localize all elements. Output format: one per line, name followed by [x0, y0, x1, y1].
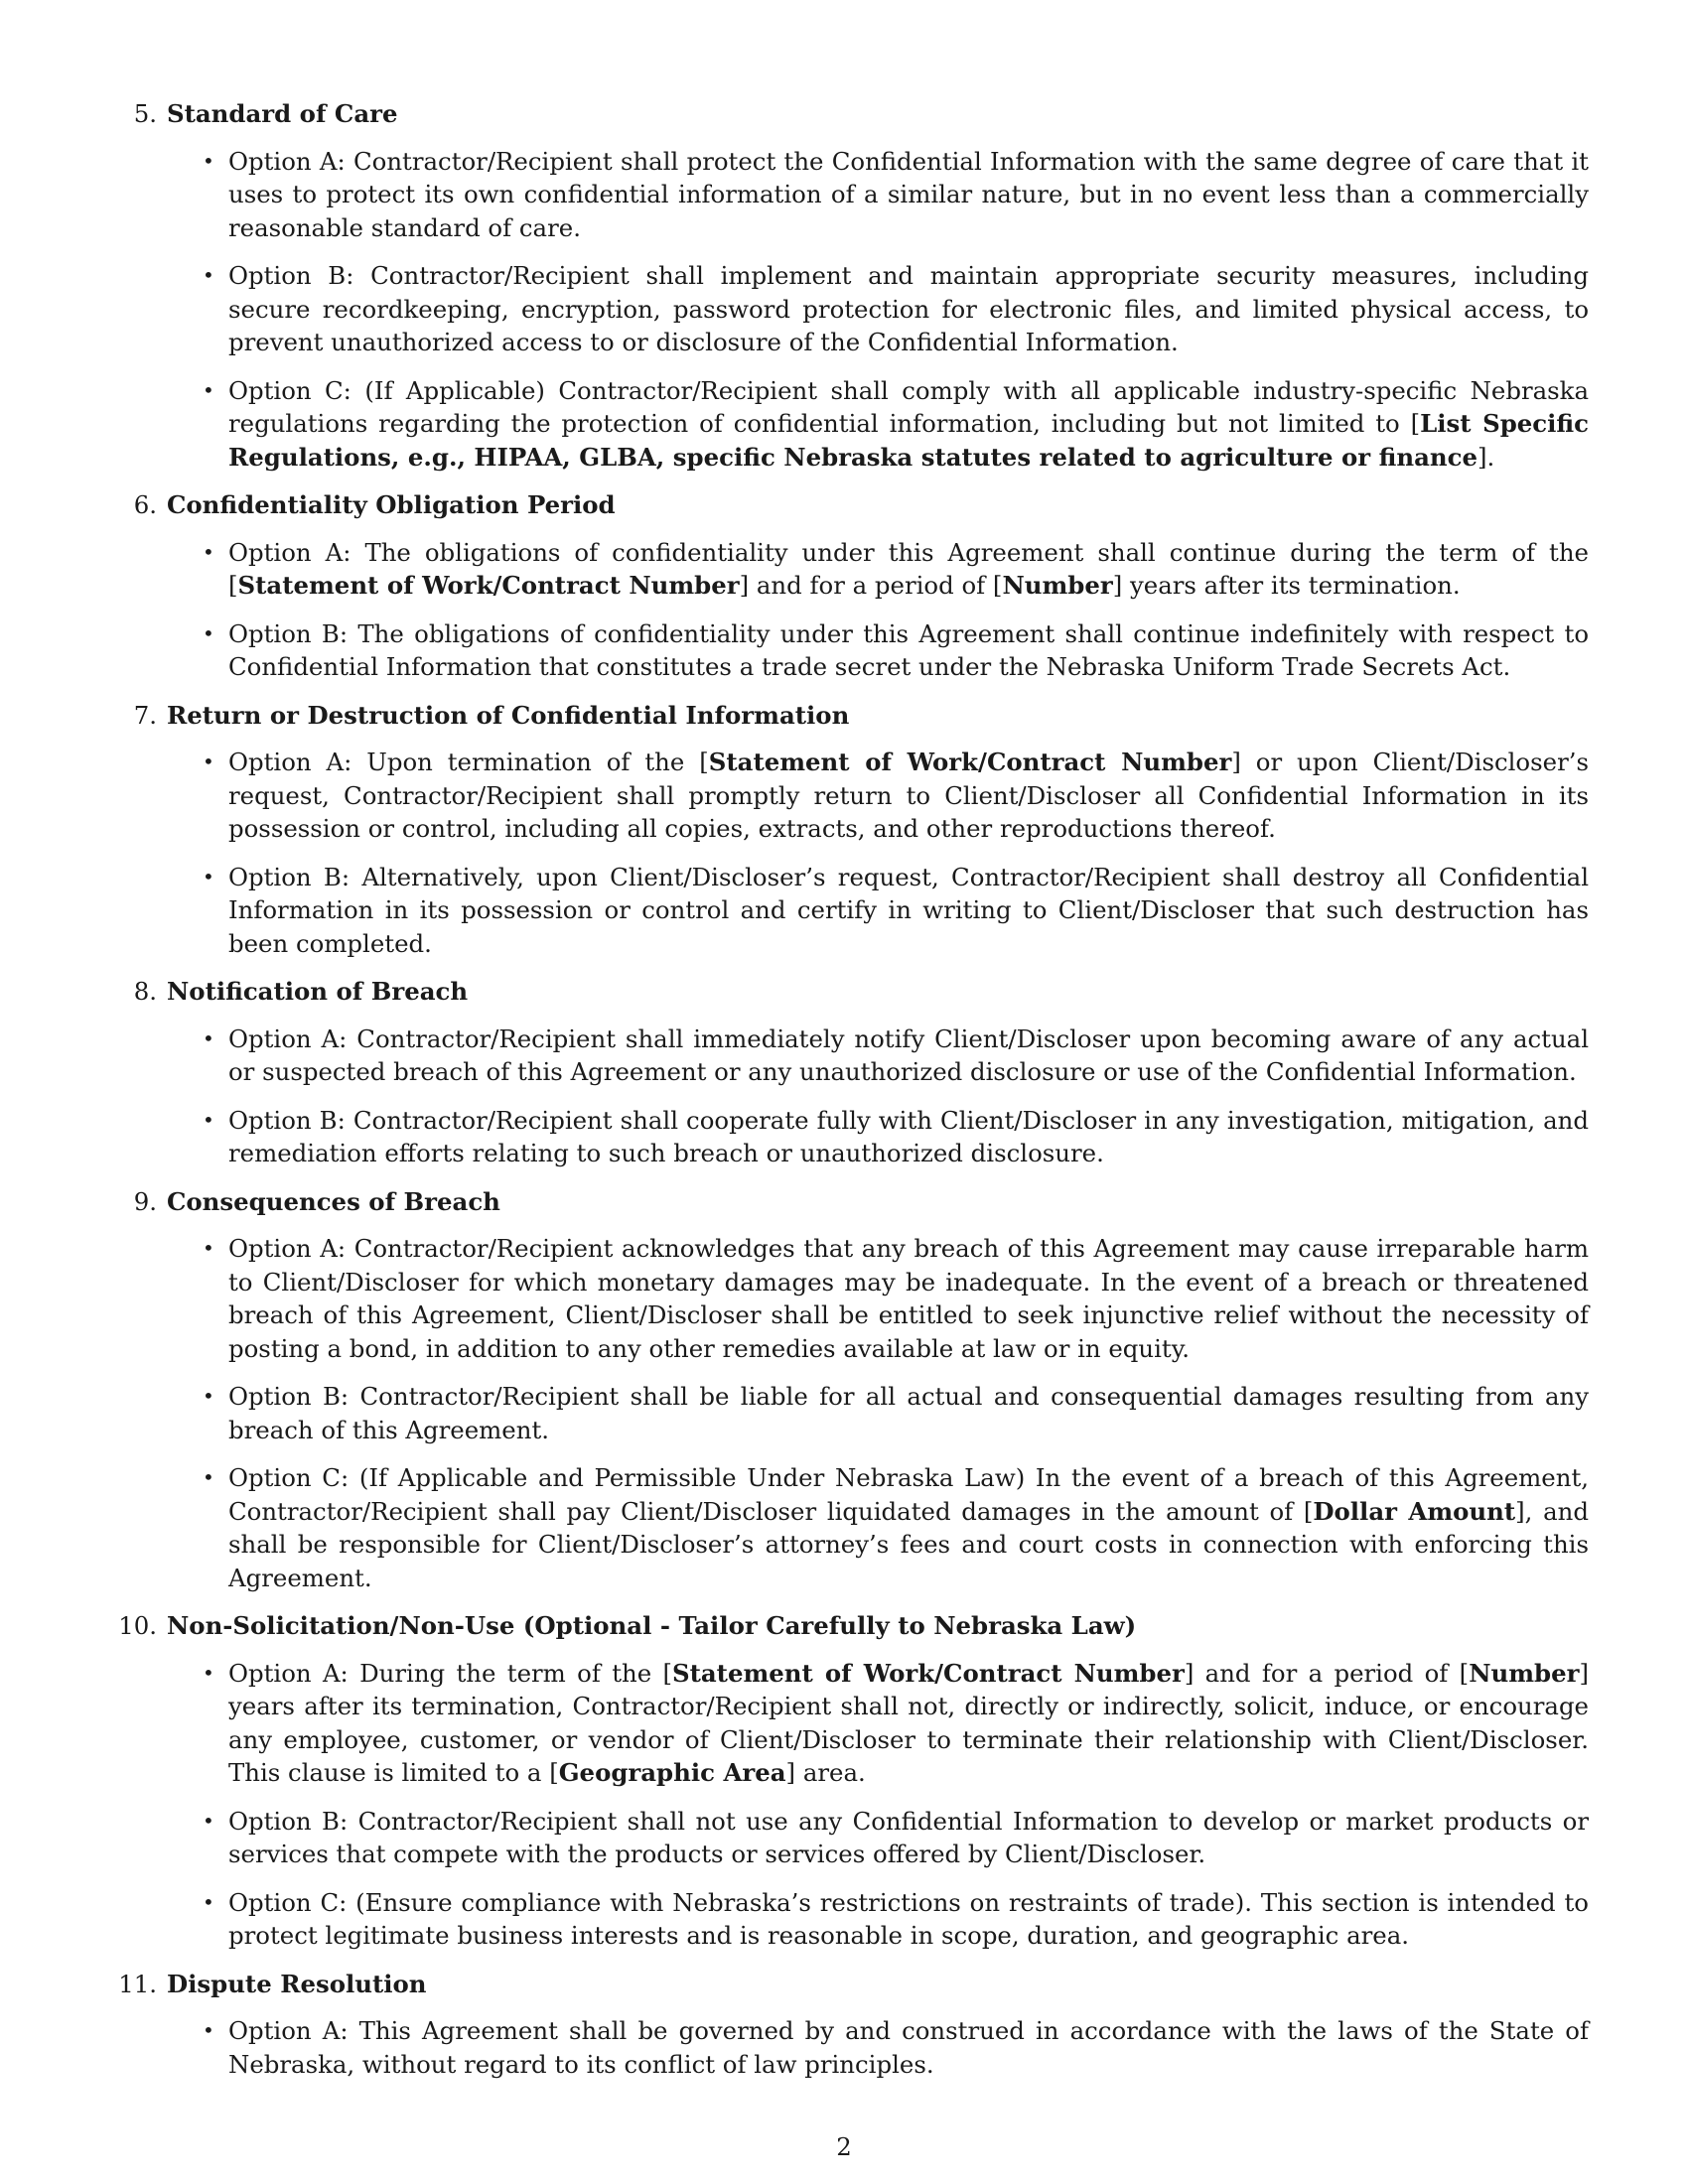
bullet-icon: • [203, 2018, 214, 2042]
option-item [203, 1805, 1589, 1871]
option-list [167, 1657, 1589, 1953]
bullet-icon: • [203, 377, 214, 402]
placeholder-text: Number [1469, 1658, 1580, 1688]
option-text: Option C: (Ensure compliance with Nebraska’s restrictions on restraints of trade). This section is intended to protect legitimate business interests and is reasonable in scope, duration, and geographic area. [228, 1887, 1589, 1950]
page-number: 2 [836, 2132, 852, 2161]
option-text: ] or upon Client/Discloser’s request, Contractor/Recipient shall promptly return to Client/Discloser all Confidential Information in its possession or control, including all copies, extracts, and other reproductions thereof. [228, 748, 1589, 843]
option-text: Option B: The obligations of confidentiality under this Agreement shall continue indefinitely with respect to Confidential Information that constitutes a trade secret under the Nebraska Uniform Trade Secrets Act. [228, 618, 1589, 681]
option-item [203, 2014, 1589, 2081]
bullet-icon: • [203, 263, 214, 287]
option-text: Option A: Contractor/Recipient shall protect the Confidential Information with the same degree of care that it uses to protect its own confidential information of a similar nature, but in no event less than a commercially reasonable standard of care. [228, 146, 1589, 242]
bullet-icon: • [203, 620, 214, 645]
option-text: Option B: Contractor/Recipient shall implement and maintain appropriate security measures, including secure recordkeeping, encryption, password protection for electronic files, and limited physical access, to prevent unauthorized access to or disclosure of the Confidential Information. [228, 261, 1589, 356]
option-text: ] and for a period of [ [739, 571, 1003, 600]
option-text: Option A: The obligations of confidentiality under this Agreement shall continue during the term of the [ [228, 537, 1589, 600]
section-title: Confidentiality Obligation Period [167, 490, 616, 519]
section-number: 5. [133, 99, 157, 128]
section [118, 1968, 1589, 2082]
section-number: 8. [133, 977, 157, 1006]
bullet-icon: • [203, 864, 214, 888]
bullet-icon: • [203, 539, 214, 564]
option-text: Option B: Alternatively, upon Client/Discloser’s request, Contractor/Recipient shall destroy all Confidential Information in its possession or control and certify in writing to Client/Discloser that such destruction has been completed. [228, 862, 1589, 958]
section-number: 6. [133, 490, 157, 519]
bullet-icon: • [203, 1107, 214, 1132]
option-text: ] and for a period of [ [1184, 1658, 1470, 1688]
bullet-icon: • [203, 1384, 214, 1408]
section-title: Non-Solicitation/Non-Use (Optional - Tailor Carefully to Nebraska Law) [167, 1611, 1137, 1640]
section-heading [133, 1185, 1589, 1219]
option-item [203, 374, 1590, 475]
option-item [203, 1104, 1589, 1170]
option-text: Option A: Contractor/Recipient shall immediately notify Client/Discloser upon becoming aware of any actual or suspected breach of this Agreement or any unauthorized disclosure or use of the Confidential Information. [228, 1024, 1589, 1086]
placeholder-text: Geographic Area [558, 1758, 786, 1787]
bullet-icon: • [203, 1889, 214, 1914]
option-item [203, 617, 1589, 684]
section-heading [133, 97, 1589, 131]
section-heading [133, 975, 1589, 1009]
bullet-icon: • [203, 1660, 214, 1685]
option-list [167, 746, 1589, 960]
option-item [203, 1886, 1589, 1953]
section-number: 7. [133, 700, 157, 730]
section-heading [118, 1609, 1589, 1643]
section [118, 1609, 1589, 1953]
option-text: Option B: Contractor/Recipient shall cooperate fully with Client/Discloser in any investigation, mitigation, and remediation efforts relating to such breach or unauthorized disclosure. [228, 1105, 1589, 1167]
option-text: Option A: During the term of the [ [228, 1658, 672, 1688]
section-number: 9. [133, 1186, 157, 1216]
section [133, 488, 1589, 684]
bullet-icon: • [203, 750, 214, 773]
option-list [167, 536, 1589, 684]
option-text: Option C: (If Applicable and Permissible Under Nebraska Law) In the event of a breach of this Agreement, Contractor/Recipient shall pay Client/Discloser liquidated damages in the amount of [ [228, 1463, 1589, 1526]
option-text: ]. [1477, 442, 1495, 472]
section-title: Standard of Care [167, 99, 398, 128]
option-item [203, 145, 1589, 245]
option-text: Option B: Contractor/Recipient shall be liable for all actual and consequential damages resulting from any breach of this Agreement. [228, 1382, 1589, 1444]
section [133, 97, 1590, 474]
option-item [203, 1461, 1589, 1594]
section-title: Return or Destruction of Confidential Information [167, 700, 850, 730]
placeholder-text: Number [1002, 571, 1113, 600]
placeholder-text: Dollar Amount [1313, 1496, 1516, 1526]
section-title: Dispute Resolution [167, 1969, 427, 1998]
document-body [118, 97, 1590, 2096]
option-item [203, 1657, 1589, 1790]
placeholder-text: List Specific Regulations, e.g., HIPAA, GLBA, specific Nebraska statutes related to agriculture or finance [228, 409, 1590, 472]
section-heading [133, 699, 1589, 733]
option-item [203, 536, 1589, 603]
section-number: 11. [118, 1969, 157, 1998]
section-title: Consequences of Breach [167, 1186, 500, 1216]
option-text: Option B: Contractor/Recipient shall not use any Confidential Information to develop or market products or services that compete with the products or services offered by Client/Discloser. [228, 1806, 1589, 1868]
bullet-icon: • [203, 1025, 214, 1050]
option-text: ] years after its termination, Contractor/Recipient shall not, directly or indirectly, solicit, induce, or encourage any employee, customer, or vendor of Client/Discloser to terminate their relationship with Client/Discloser. This clause is limited to a [ [228, 1658, 1589, 1787]
bullet-icon: • [203, 148, 214, 173]
placeholder-text: Statement of Work/Contract Number [672, 1658, 1185, 1688]
option-text: ], and shall be responsible for Client/Discloser’s attorney’s fees and court costs in connection with enforcing this Agreement. [228, 1496, 1589, 1592]
option-list [167, 1023, 1589, 1170]
section [133, 699, 1589, 961]
bullet-icon: • [203, 1808, 214, 1833]
option-item [203, 861, 1589, 961]
section-heading [133, 488, 1589, 522]
option-text: ] years after its termination. [1112, 571, 1461, 600]
option-list [167, 145, 1589, 475]
section [133, 975, 1589, 1170]
option-list [167, 2014, 1589, 2081]
option-item [203, 259, 1589, 359]
option-item [203, 1232, 1589, 1365]
section-title: Notification of Breach [167, 977, 469, 1006]
bullet-icon: • [203, 1236, 214, 1260]
option-item [203, 1023, 1589, 1089]
option-text: Option A: This Agreement shall be governed by and construed in accordance with the laws of the State of Nebraska, without regard to its conflict of law principles. [228, 2016, 1589, 2079]
section-number: 10. [118, 1611, 157, 1640]
option-text: ] area. [785, 1758, 866, 1787]
option-item [203, 746, 1589, 846]
option-text: Option A: Upon termination of the [ [228, 748, 709, 776]
placeholder-text: Statement of Work/Contract Number [237, 571, 740, 600]
bullet-icon: • [203, 1465, 214, 1489]
placeholder-text: Statement of Work/Contract Number [708, 748, 1232, 776]
option-text: Option C: (If Applicable) Contractor/Recipient shall comply with all applicable industry-specific Nebraska regulations regarding the protection of confidential information, including but not limited to [ [228, 375, 1589, 438]
section [133, 1185, 1589, 1595]
option-item [203, 1380, 1589, 1446]
option-list [167, 1232, 1589, 1594]
section-heading [118, 1968, 1589, 2001]
option-text: Option A: Contractor/Recipient acknowledges that any breach of this Agreement may cause irreparable harm to Client/Discloser for which monetary damages may be inadequate. In the event of a breach or threatened breach of this Agreement, Client/Discloser shall be entitled to seek injunctive relief without the necessity of posting a bond, in addition to any other remedies available at law or in equity. [228, 1234, 1589, 1363]
